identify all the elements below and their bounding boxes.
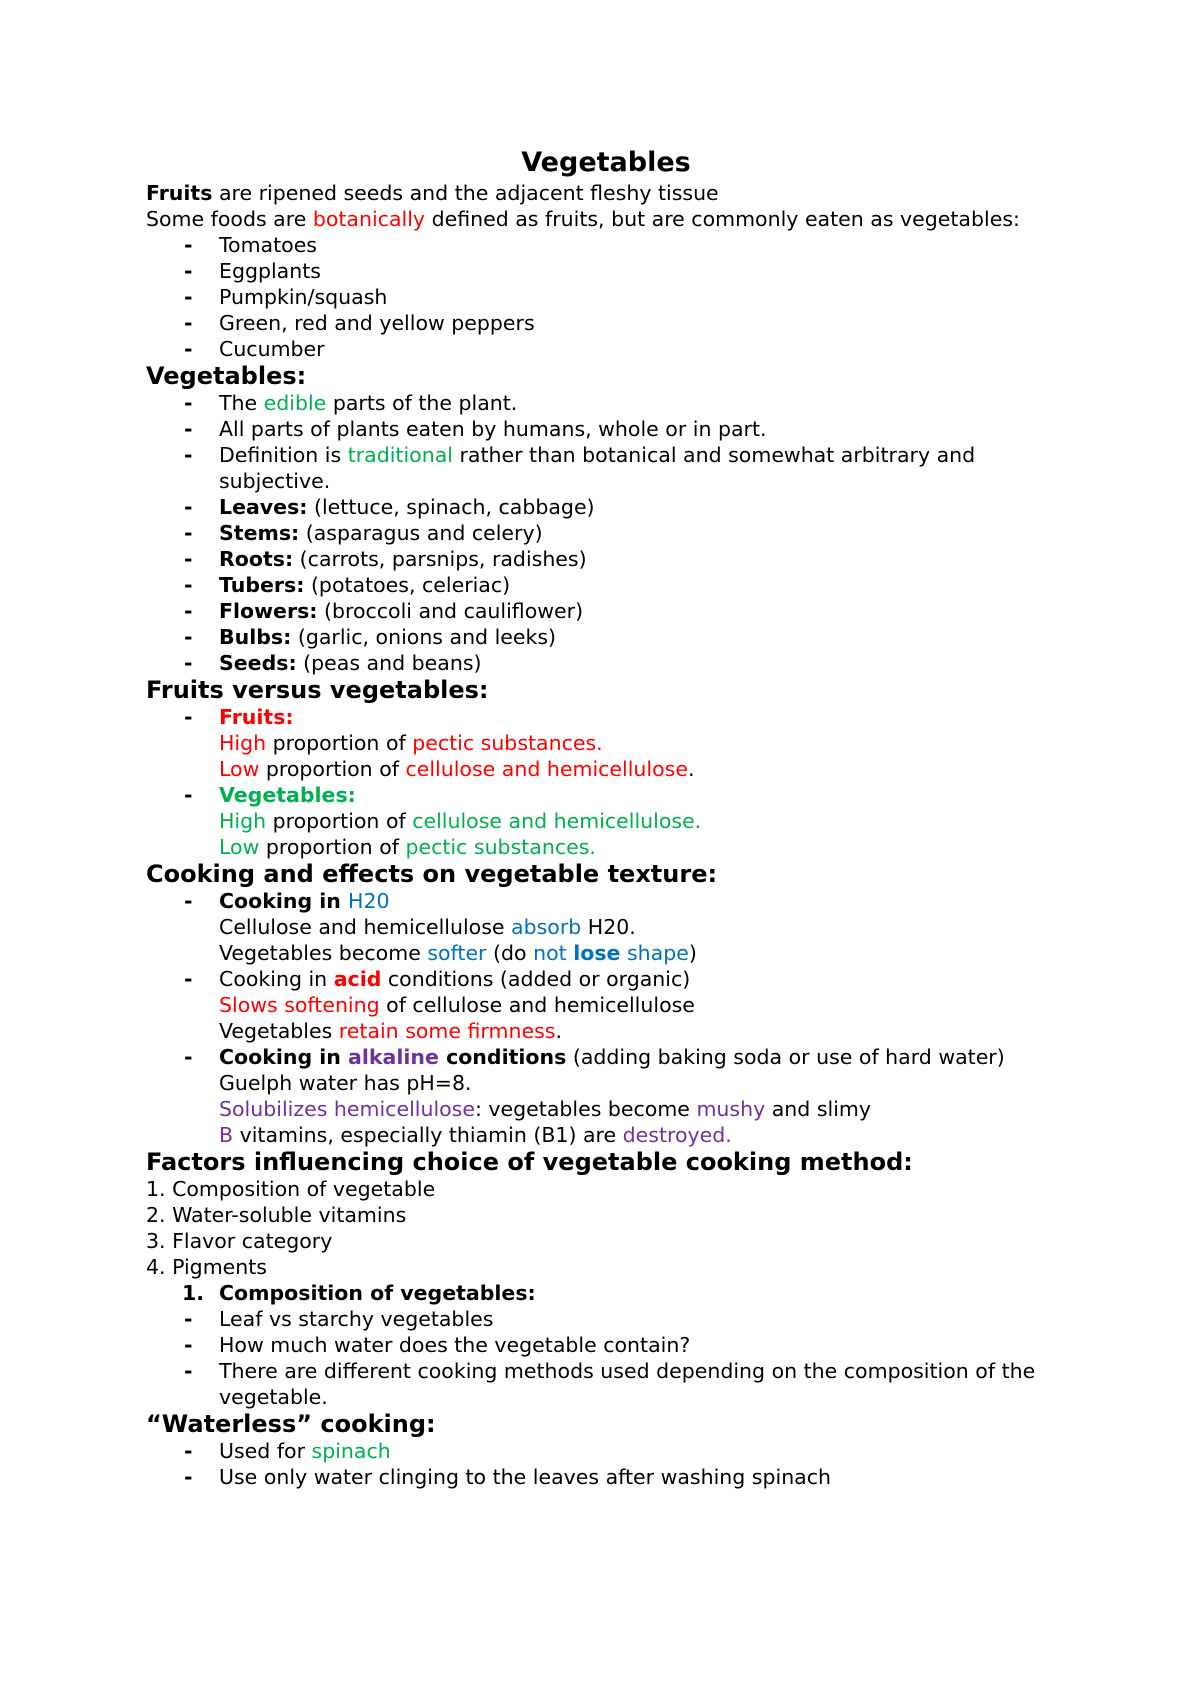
list-item: - Cooking in alkaline conditions (adding baking soda or use of hard water) Guelph water has pH=8. Solubilizes hemicellulose: vegetables become mushy and slimy B vitamins, especially thiamin (B1) are destroyed.: [184, 1045, 1005, 1147]
list-item: - Cucumber: [184, 337, 325, 361]
list-item: - Tubers: (potatoes, celeriac): [184, 573, 511, 597]
list-item: - Eggplants: [184, 259, 321, 283]
list-item: - Cooking in acid conditions (added or organic) Slows softening of cellulose and hemicellulose Vegetables retain some firmness.: [184, 967, 695, 1043]
list-item: - Leaf vs starchy vegetables: [184, 1307, 494, 1331]
list-item: - All parts of plants eaten by humans, whole or in part.: [184, 417, 767, 441]
composition-list: [146, 1280, 1066, 1410]
cooking-effects-list: [146, 888, 1066, 1148]
list-item: - Leaves: (lettuce, spinach, cabbage): [184, 495, 595, 519]
waterless-heading: “Waterless” cooking:: [146, 1410, 436, 1438]
document-page: [146, 146, 1066, 1490]
factor-item: 3. Flavor category: [146, 1229, 333, 1253]
list-item: - There are different cooking methods used depending on the composition of the vegetable.: [184, 1359, 1036, 1409]
list-item: - Definition is traditional rather than botanical and somewhat arbitrary and subjective.: [184, 443, 976, 493]
list-item: - Vegetables: High proportion of cellulose and hemicellulose. Low proportion of pectic substances.: [184, 783, 702, 859]
factor-item: 2. Water-soluble vitamins: [146, 1203, 407, 1227]
fruits-vs-vegetables-heading: Fruits versus vegetables:: [146, 676, 489, 704]
list-item: - Bulbs: (garlic, onions and leeks): [184, 625, 557, 649]
cooking-effects-heading: Cooking and effects on vegetable texture:: [146, 860, 718, 888]
list-item: - Pumpkin/squash: [184, 285, 388, 309]
list-item: - Use only water clinging to the leaves after washing spinach: [184, 1465, 832, 1489]
fruits-definition: Fruits are ripened seeds and the adjacent fleshy tissue: [146, 181, 719, 205]
list-item: - Used for spinach: [184, 1439, 391, 1463]
vegetables-heading: Vegetables:: [146, 362, 307, 390]
list-item: - Stems: (asparagus and celery): [184, 521, 543, 545]
fruits-term: Fruits: [146, 181, 213, 205]
factor-item: 4. Pigments: [146, 1255, 267, 1279]
waterless-list: [146, 1438, 1066, 1490]
list-item: - How much water does the vegetable contain?: [184, 1333, 691, 1357]
list-item: - Green, red and yellow peppers: [184, 311, 535, 335]
factor-item: 1. Composition of vegetable: [146, 1177, 436, 1201]
list-item: - Flowers: (broccoli and cauliflower): [184, 599, 584, 623]
list-item: - The edible parts of the plant.: [184, 391, 518, 415]
vegetables-list: [146, 390, 1066, 676]
botanically-highlight: botanically: [312, 207, 426, 231]
botanical-fruit-list: [146, 232, 1066, 362]
factors-heading: Factors influencing choice of vegetable cooking method:: [146, 1148, 913, 1176]
document-title: Vegetables: [521, 147, 691, 178]
fruits-vs-vegetables-list: [146, 704, 1066, 860]
list-item: - Fruits: High proportion of pectic substances. Low proportion of cellulose and hemicellulose.: [184, 705, 695, 781]
list-item: - Tomatoes: [184, 233, 317, 257]
list-item: - Roots: (carrots, parsnips, radishes): [184, 547, 587, 571]
botanical-note: Some foods are botanically defined as fruits, but are commonly eaten as vegetables:: [146, 207, 1020, 231]
list-item: - Seeds: (peas and beans): [184, 651, 482, 675]
list-item: - Cooking in H20 Cellulose and hemicellulose absorb H20. Vegetables become softer (do not lose shape): [184, 889, 697, 965]
composition-subheading: 1. Composition of vegetables:: [182, 1281, 536, 1305]
